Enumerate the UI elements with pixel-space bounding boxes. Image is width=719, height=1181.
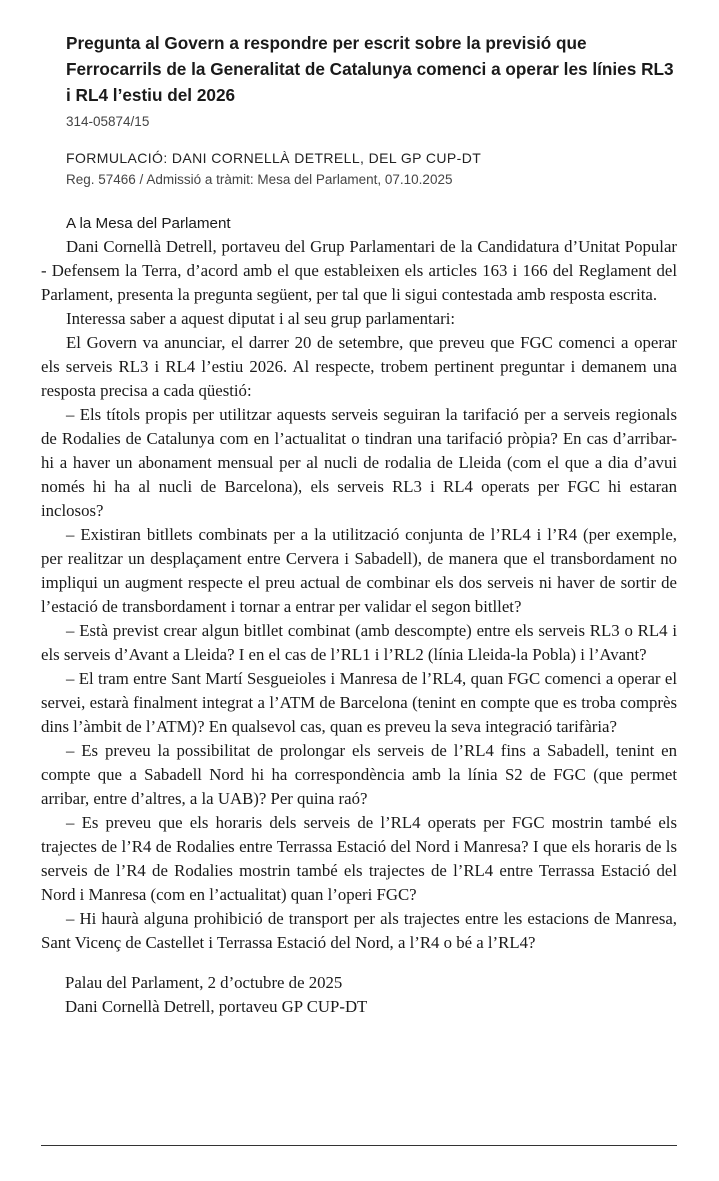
question-paragraph: – Existiran bitllets combinats per a la utilització conjunta de l’RL4 i l’R4 (per exemple, per realitzar un desplaçament entre Cervera i Sabadell), de manera que el transbordament no impliqui un augment respecte el preu actual de combinar els dos serveis ni haver de sortir de l’estació de transbordament i tornar a entrar per validar el segon bitllet?: [41, 525, 677, 616]
addressee-heading: A la Mesa del Parlament: [66, 215, 231, 232]
signature: Dani Cornellà Detrell, portaveu GP CUP-DT: [65, 997, 368, 1016]
question-paragraph: – Els títols propis per utilitzar aquests serveis seguiran la tarifació per a serveis regionals de Rodalies de Catalunya com en l’actualitat o tindran una tarifació pròpia? En cas d’arribar-hi a haver un abonament mensual per al nucli de rodalia de Lleida (com el que a dia d’avui només hi ha al nucli de Barcelona), els serveis RL3 i RL4 operats per FGC hi estaran inclosos?: [41, 405, 677, 520]
reference-number: 314-05874/15: [66, 114, 150, 129]
body-paragraph: Dani Cornellà Detrell, portaveu del Grup Parlamentari de la Candidatura d’Unitat Popular - Defensem la Terra, d’acord amb el que estableixen els articles 163 i 166 del Reglament del Parlament, presenta la pregunta següent, per tal que li sigui contestada amb resposta escrita.: [41, 237, 677, 304]
formulation-line: FORMULACIÓ: DANI CORNELLÀ DETRELL, DEL GP CUP-DT: [66, 150, 482, 166]
body-paragraph: El Govern va anunciar, el darrer 20 de setembre, que preveu que FGC comenci a operar els serveis RL3 i RL4 l’estiu 2026. Al respecte, trobem pertinent preguntar i demanem una resposta precisa a cada qüestió:: [41, 333, 677, 400]
document-title: Pregunta al Govern a respondre per escrit sobre la previsió que Ferrocarrils de la Generalitat de Catalunya comenci a operar les línies RL3 i RL4 l’estiu del 2026: [66, 33, 674, 105]
body-paragraph: Interessa saber a aquest diputat i al seu grup parlamentari:: [66, 309, 456, 328]
document-page: [41, 30, 677, 1019]
place-date: Palau del Parlament, 2 d’octubre de 2025: [65, 973, 343, 992]
closing-block: [65, 971, 677, 1019]
question-paragraph: – Està previst crear algun bitllet combinat (amb descompte) entre els serveis RL3 o RL4 i els serveis d’Avant a Lleida? I en el cas de l’RL1 i l’RL2 (línia Lleida-la Pobla) i l’Avant?: [41, 621, 677, 664]
bottom-divider: [41, 1145, 677, 1146]
registration-line: Reg. 57466 / Admissió a tràmit: Mesa del Parlament, 07.10.2025: [66, 172, 453, 187]
document-body: [41, 235, 677, 955]
question-paragraph: – El tram entre Sant Martí Sesgueioles i Manresa de l’RL4, quan FGC comenci a operar el servei, estarà finalment integrat a l’ATM de Barcelona (tenint en compte que es troba comprès dins l’àmbit de l’ATM)? En qualsevol cas, quan es preveu la seva integració tarifària?: [41, 669, 677, 736]
question-paragraph: – Es preveu la possibilitat de prolongar els serveis de l’RL4 fins a Sabadell, tenint en compte que a Sabadell Nord hi ha correspondència amb la línia S2 de FGC (que permet arribar, entre d’altres, a la UAB)? Per quina raó?: [41, 741, 677, 808]
question-paragraph: – Hi haurà alguna prohibició de transport per als trajectes entre les estacions de Manresa, Sant Vicenç de Castellet i Terrassa Estació del Nord, a l’R4 o bé a l’RL4?: [41, 909, 677, 952]
question-paragraph: – Es preveu que els horaris dels serveis de l’RL4 operats per FGC mostrin també els trajectes de l’R4 de Rodalies entre Terrassa Estació del Nord i Manresa? I que els horaris de ls serveis de l’R4 de Rodalies mostrin també els trajectes de l’RL4 entre Terrassa Estació del Nord i Manresa (com en l’actualitat) quan l’operi FGC?: [41, 813, 677, 904]
